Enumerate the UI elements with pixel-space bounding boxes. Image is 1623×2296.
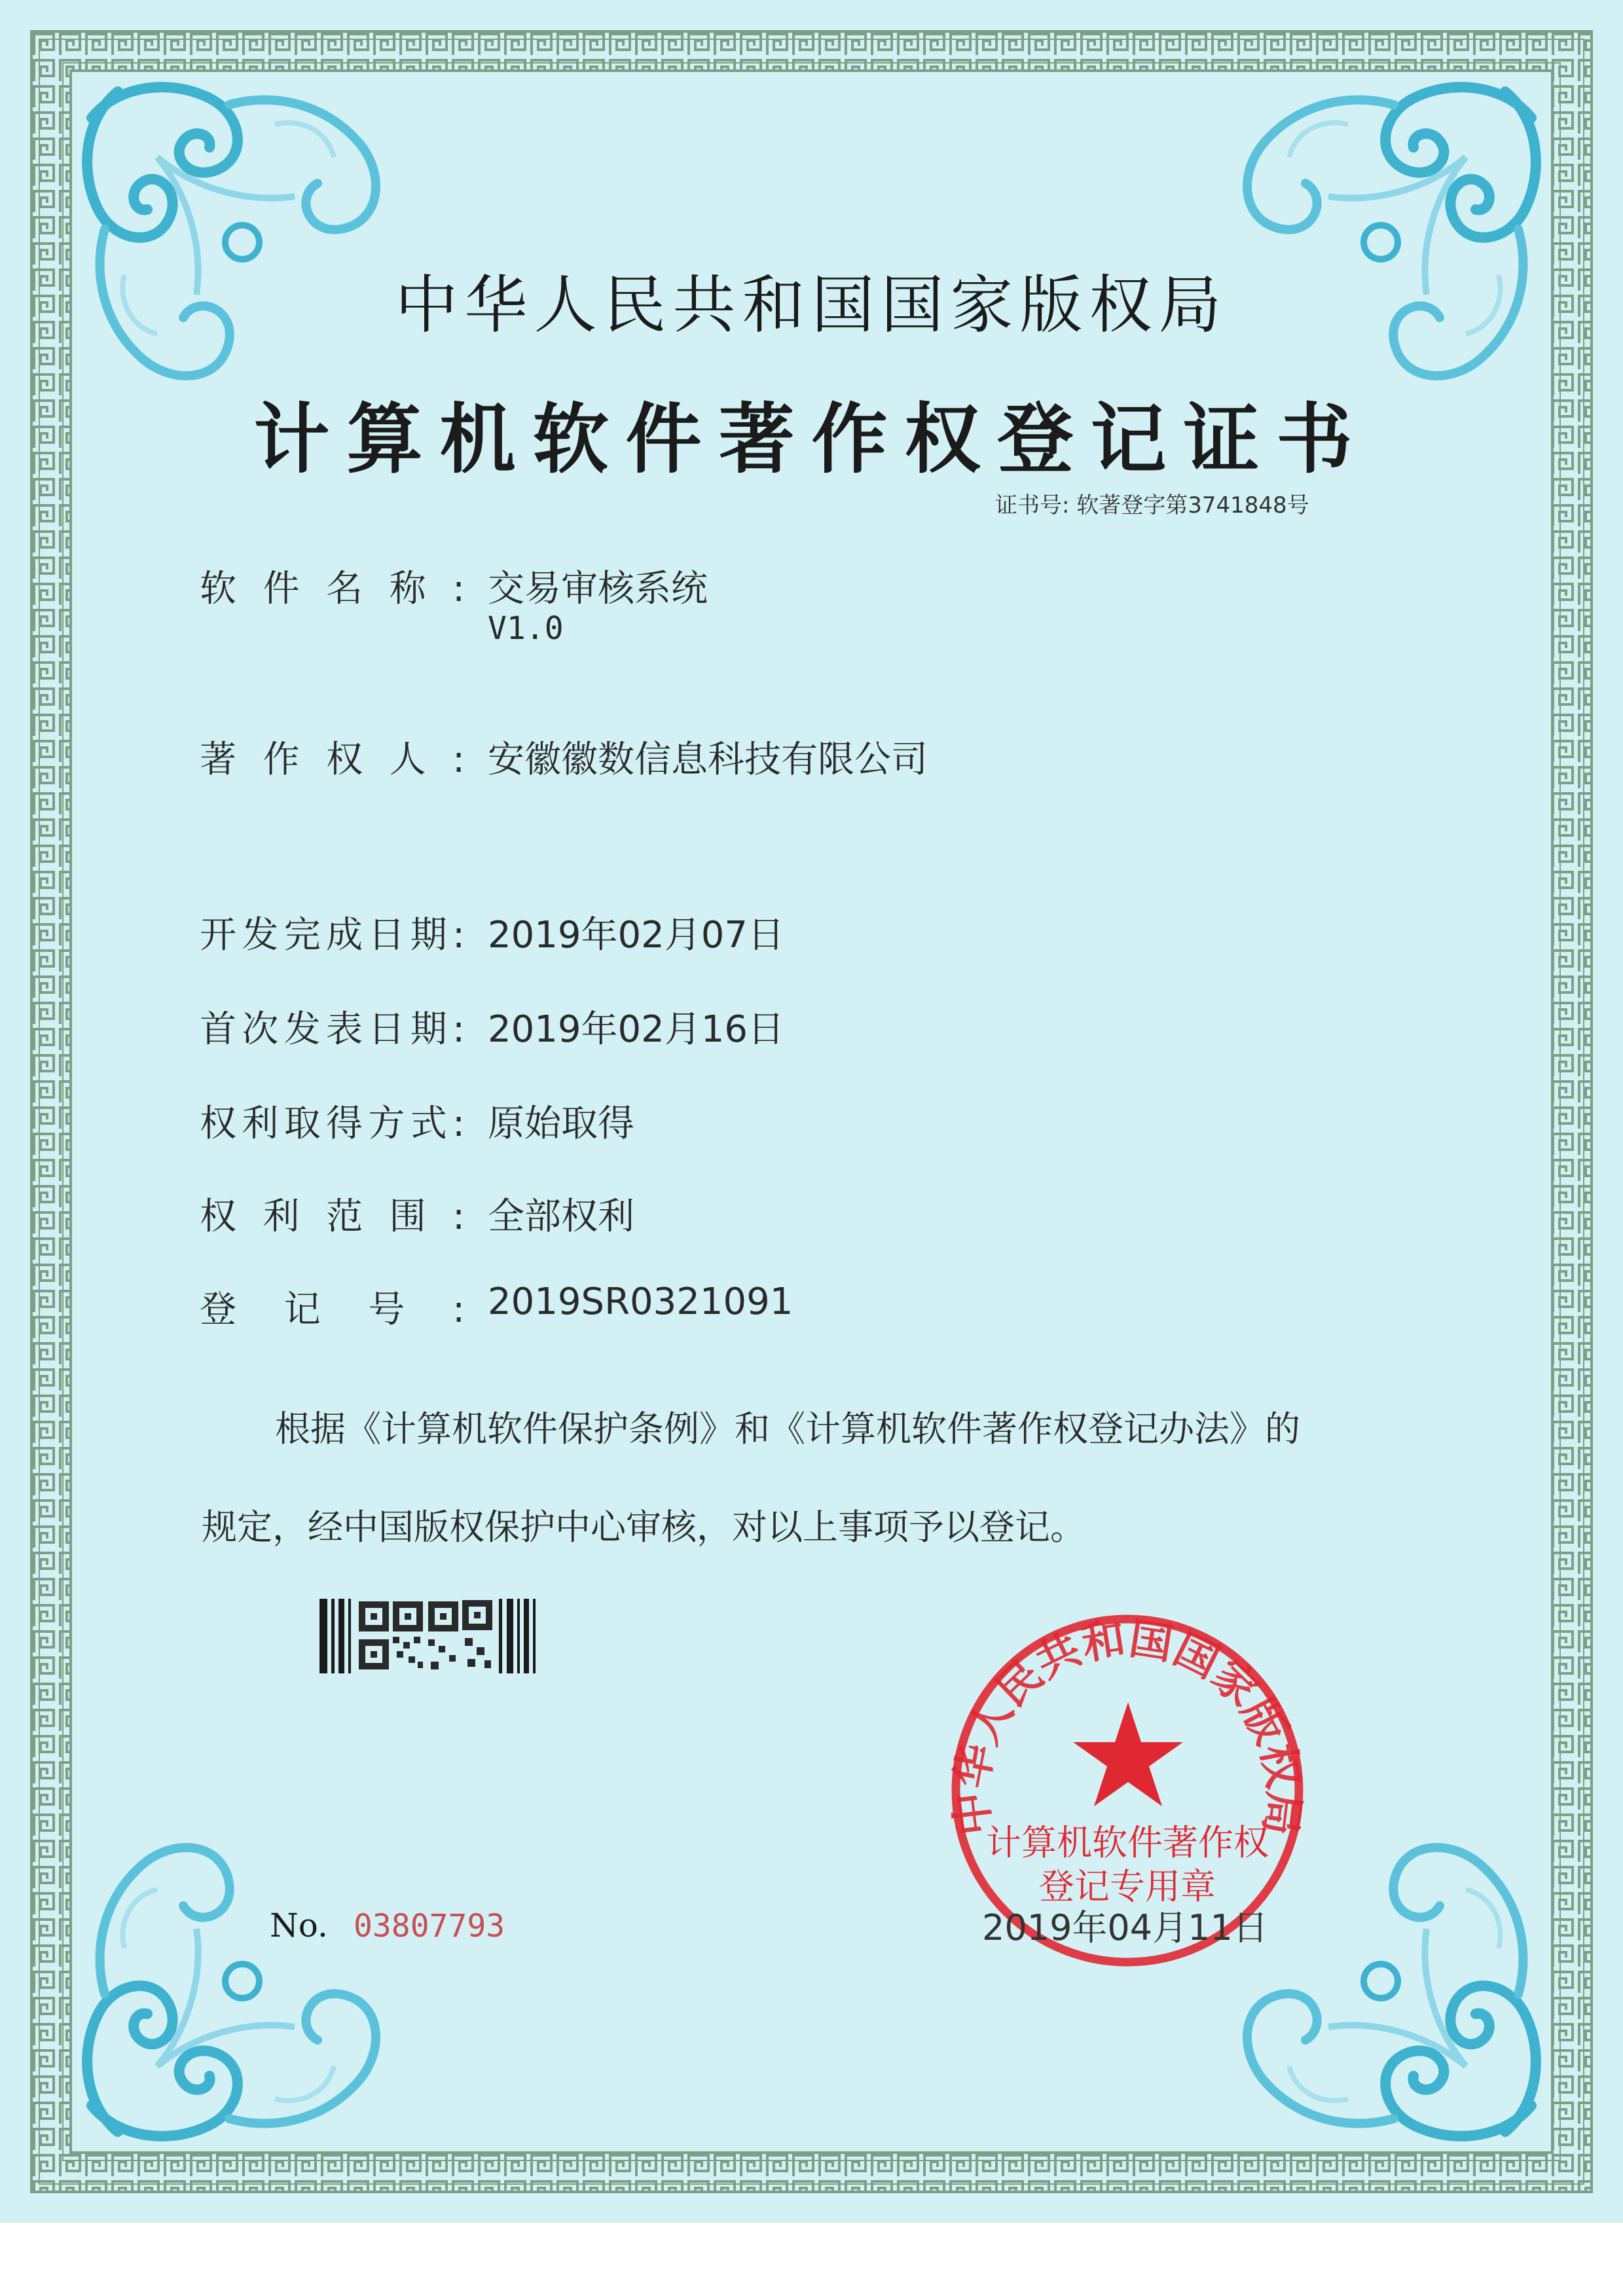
- rights-scope-value: 全部权利: [488, 1195, 634, 1238]
- seal-inner-line-2: 登记专用章: [1039, 1866, 1216, 1907]
- certificate-number: 证书号: 软著登字第3741848号: [995, 492, 1309, 519]
- statement-line-2: 规定，经中国版权保护中心审核，对以上事项予以登记。: [202, 1506, 1085, 1548]
- registration-number-value: 2019SR0321091: [488, 1281, 793, 1323]
- seal-ring-text: 中华人民共和国国家版权局: [945, 1613, 1309, 1838]
- seal-inner-line-1: 计算机软件著作权: [986, 1822, 1269, 1863]
- completion-date-value: 2019年02月07日: [488, 914, 785, 957]
- rights-acquisition-value: 原始取得: [488, 1102, 634, 1145]
- certificate-title: 计算机软件著作权登记证书: [253, 395, 1370, 484]
- software-version: V1.0: [488, 610, 564, 647]
- copyright-owner-label: 著作权人:: [200, 738, 465, 781]
- serial-number: 03807793: [354, 1908, 505, 1944]
- software-name-value: 交易审核系统: [488, 568, 708, 610]
- first-publication-label: 首次发表日期:: [200, 1008, 465, 1051]
- registration-number-label: 登记号:: [200, 1288, 465, 1331]
- rights-scope-label: 权利范围:: [200, 1195, 465, 1238]
- rights-acquisition-label: 权利取得方式:: [200, 1102, 465, 1145]
- issuer-heading: 中华人民共和国国家版权局: [395, 268, 1228, 342]
- serial-label: No.: [270, 1906, 328, 1944]
- issue-date: 2019年04月11日: [982, 1907, 1268, 1948]
- software-name-label: 软件名称:: [200, 568, 465, 610]
- statement-line-1: 根据《计算机软件保护条例》和《计算机软件著作权登记办法》的: [275, 1408, 1300, 1449]
- completion-date-label: 开发完成日期:: [200, 914, 465, 957]
- first-publication-value: 2019年02月16日: [488, 1008, 785, 1051]
- copyright-owner-value: 安徽徽数信息科技有限公司: [488, 738, 928, 781]
